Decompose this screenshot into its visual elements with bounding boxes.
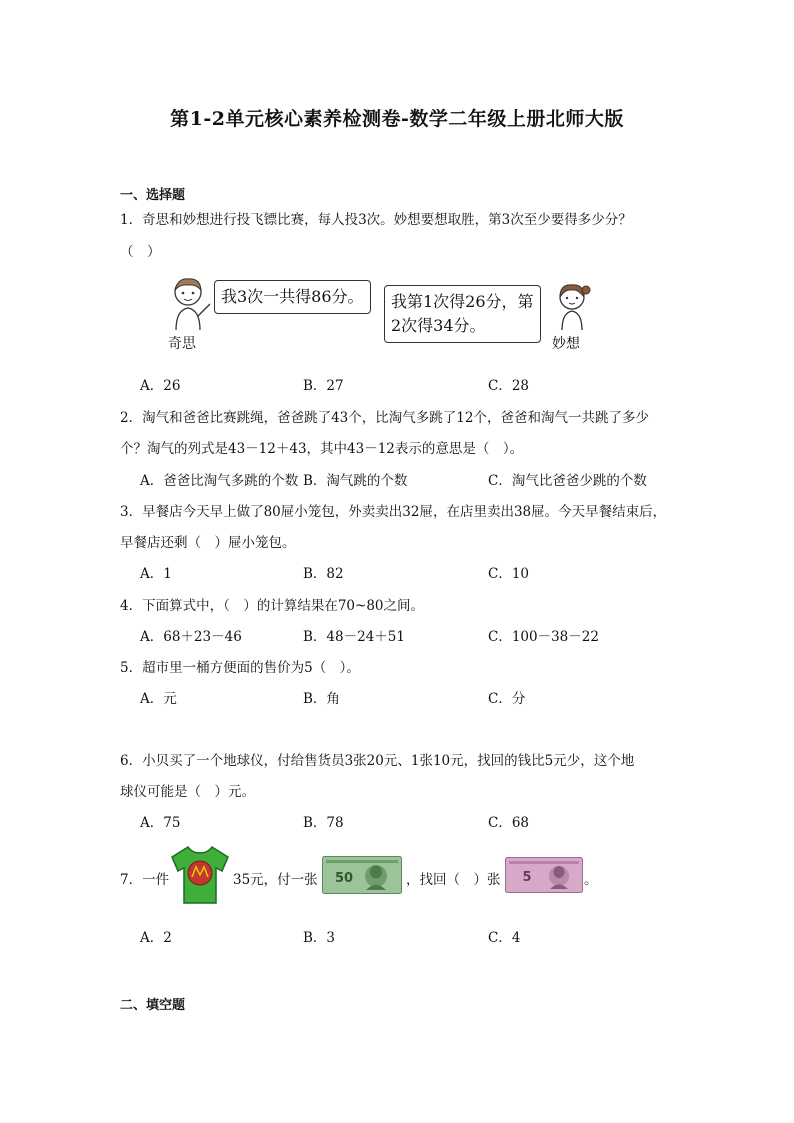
q7-option-b[interactable]: B．3 bbox=[303, 930, 336, 946]
q6-option-a[interactable]: A．75 bbox=[140, 815, 181, 831]
miaoxiang-speech-line-1: 我第1次得26分，第 bbox=[391, 292, 534, 311]
section-heading-choice: 一、选择题 bbox=[120, 188, 186, 203]
qisi-figure-icon bbox=[166, 276, 216, 334]
question-2-line-2: 个？淘气的列式是43－12＋43，其中43－12表示的意思是（ ）。 bbox=[120, 441, 524, 457]
q5-option-b[interactable]: B．角 bbox=[303, 691, 340, 707]
q4-option-a[interactable]: A．68＋23－46 bbox=[140, 629, 242, 645]
q1-option-b[interactable]: B．27 bbox=[303, 378, 344, 394]
q3-option-b[interactable]: B．82 bbox=[303, 566, 344, 582]
banknote-5-yuan-icon bbox=[505, 857, 583, 893]
section-heading-fill: 二、填空题 bbox=[120, 998, 186, 1013]
miaoxiang-speech-bubble bbox=[384, 285, 541, 343]
q1-option-c[interactable]: C．28 bbox=[488, 378, 530, 394]
question-1-line-1: 1．奇思和妙想进行投飞镖比赛，每人投3次。妙想要想取胜，第3次至少要得多少分？ bbox=[120, 212, 632, 228]
question-2-line-1: 2．淘气和爸爸比赛跳绳，爸爸跳了43个，比淘气多跳了12个，爸爸和淘气一共跳了多少 bbox=[120, 410, 649, 426]
q2-option-a[interactable]: A．爸爸比淘气多跳的个数 bbox=[140, 473, 299, 489]
question-3-line-2: 早餐店还剩（ ）屉小笼包。 bbox=[120, 535, 296, 551]
banknote-50-denomination: 50 bbox=[334, 871, 354, 886]
q2-option-b[interactable]: B．淘气跳的个数 bbox=[303, 473, 408, 489]
miaoxiang-name-label: 妙想 bbox=[552, 336, 580, 352]
q3-option-a[interactable]: A．1 bbox=[140, 566, 172, 582]
q6-option-b[interactable]: B．78 bbox=[303, 815, 344, 831]
q3-option-c[interactable]: C．10 bbox=[488, 566, 530, 582]
qisi-speech-text: 我3次一共得86分。 bbox=[221, 287, 364, 306]
banknote-50-yuan-icon bbox=[322, 856, 402, 894]
q1-option-a[interactable]: A．26 bbox=[140, 378, 181, 394]
page-title: 第1-2单元核心素养检测卷-数学二年级上册北师大版 bbox=[170, 108, 624, 130]
q7-option-a[interactable]: A．2 bbox=[140, 930, 172, 946]
question-1-line-2: （ ） bbox=[120, 244, 161, 260]
q4-option-b[interactable]: B．48－24＋51 bbox=[303, 629, 405, 645]
question-6-line-1: 6．小贝买了一个地球仪，付给售货员3张20元、1张10元，找回的钱比5元少，这个地 bbox=[120, 753, 635, 769]
q7-option-c[interactable]: C．4 bbox=[488, 930, 521, 946]
q4-option-c[interactable]: C．100－38－22 bbox=[488, 629, 599, 645]
miaoxiang-figure-icon bbox=[552, 282, 596, 334]
question-7-part-2: 35元，付一张 bbox=[233, 872, 318, 888]
q5-option-a[interactable]: A．元 bbox=[140, 691, 177, 707]
q2-option-c[interactable]: C．淘气比爸爸少跳的个数 bbox=[488, 473, 647, 489]
q6-option-c[interactable]: C．68 bbox=[488, 815, 530, 831]
miaoxiang-speech-line-2: 2次得34分。 bbox=[391, 316, 486, 335]
green-tshirt-icon bbox=[168, 843, 232, 907]
question-3-line-1: 3．早餐店今天早上做了80屉小笼包，外卖卖出32屉，在店里卖出38屉。今天早餐结束后， bbox=[120, 504, 667, 520]
question-5-line-1: 5．超市里一桶方便面的售价为5（ ）。 bbox=[120, 660, 360, 676]
q5-option-c[interactable]: C．分 bbox=[488, 691, 526, 707]
banknote-5-denomination: 5 bbox=[522, 870, 532, 885]
question-4-line-1: 4．下面算式中，（ ）的计算结果在70~80之间。 bbox=[120, 598, 425, 614]
qisi-name-label: 奇思 bbox=[168, 336, 196, 352]
qisi-speech-bubble bbox=[214, 280, 371, 314]
question-6-line-2: 球仪可能是（ ）元。 bbox=[120, 784, 255, 800]
question-7-part-4: 。 bbox=[584, 872, 598, 888]
question-7-part-1: 7．一件 bbox=[120, 872, 170, 888]
question-7-part-3: ，找回（ ）张 bbox=[406, 872, 501, 888]
